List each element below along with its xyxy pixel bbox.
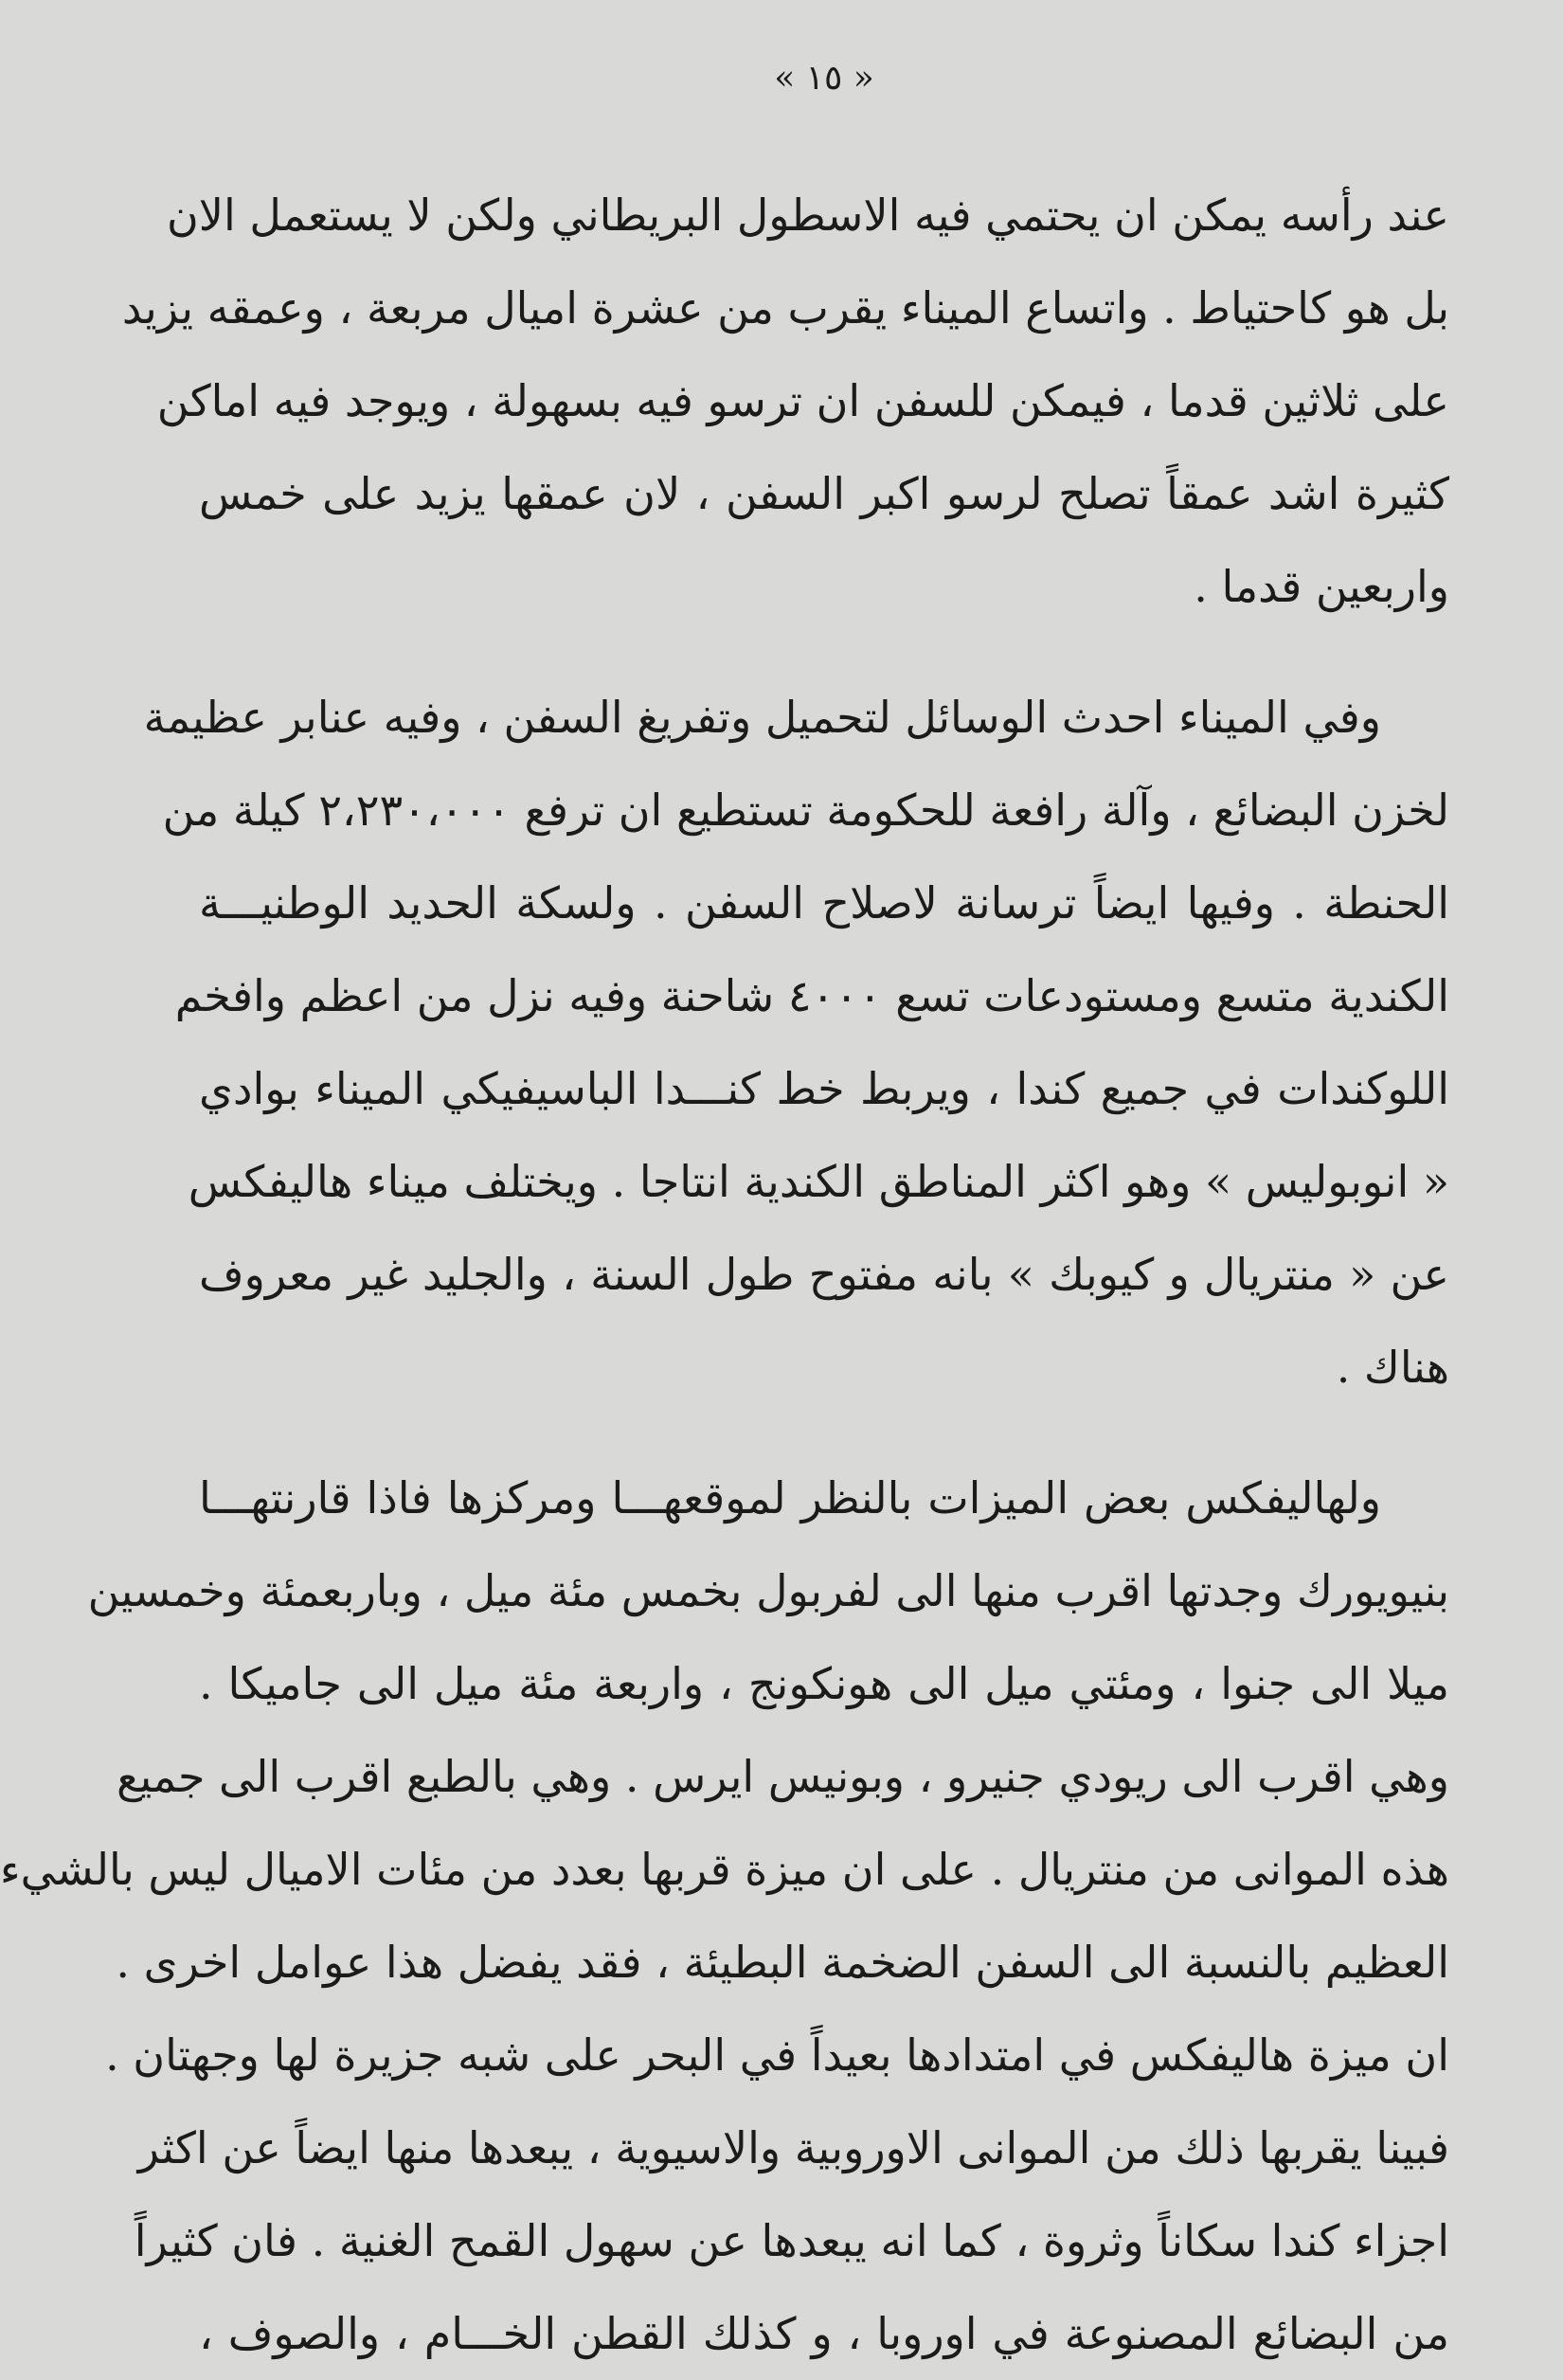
paragraph-3 xyxy=(0,1451,1449,2380)
text-line: بنيويورك وجدتها اقرب منها الى لفربول بخمس مئة ميل ، وباربعمئة وخمسين xyxy=(87,1565,1449,1616)
text-line: اجزاء كندا سكاناً وثروة ، كما انه يبعدها عن سهول القمح الغنية . فان كثيراً xyxy=(134,2215,1449,2266)
text-line: فبينا يقربها ذلك من الموانى الاوروبية والاسيوية ، يبعدها منها ايضاً عن اكثر xyxy=(137,2122,1449,2173)
text-line: ميلا الى جنوا ، ومئتي ميل الى هونكونج ، واربعة مئة ميل الى جاميكا . xyxy=(199,1658,1449,1709)
text-line: اللوكندات في جميع كندا ، ويربط خط كنـــدا الباسيفيكي الميناء بوادي xyxy=(199,1063,1449,1114)
text-line: العظيم بالنسبة الى السفن الضخمة البطيئة ، فقد يفضل هذا عوامل اخرى . xyxy=(116,1937,1449,1988)
text-line: الكندية متسع ومستودعات تسع ٤٠٠٠ شاحنة وفيه نزل من اعظم وافخم xyxy=(174,970,1449,1021)
text-line: على ثلاثين قدما ، فيمكن للسفن ان ترسو فيه بسهولة ، ويوجد فيه اماكن xyxy=(156,375,1449,426)
text-line: لخزن البضائع ، وآلة رافعة للحكومة تستطيع ان ترفع ٢،٢٣٠،٠٠٠ كيلة من xyxy=(162,784,1449,836)
text-line: هناك . xyxy=(1336,1342,1449,1393)
body-text xyxy=(0,169,1449,2380)
paragraph-2 xyxy=(143,671,1449,1414)
paragraph-1 xyxy=(121,169,1449,633)
text-line: كثيرة اشد عمقاً تصلح لرسو اكبر السفن ، لان عمقها يزيد على خمس xyxy=(199,468,1449,519)
text-line: ولهاليفكس بعض الميزات بالنظر لموقعهـــا ومركزها فاذا قارنتهـــا xyxy=(199,1472,1381,1524)
text-line: بل هو كاحتياط . واتساع الميناء يقرب من عشرة اميال مربعة ، وعمقه يزيد xyxy=(121,282,1449,334)
text-line: واربعين قدما . xyxy=(1194,561,1449,612)
text-line: من البضائع المصنوعة في اوروبا ، و كذلك القطن الخـــام ، والصوف ، xyxy=(199,2308,1449,2359)
paragraph-gap xyxy=(199,633,1449,671)
text-line: عند رأسه يمكن ان يحتمي فيه الاسطول البريطاني ولكن لا يستعمل الان xyxy=(167,189,1449,241)
text-line: عن « منتريال و كيوبك » بانه مفتوح طول السنة ، والجليد غير معروف xyxy=(199,1249,1449,1300)
text-line: هذه الموانى من منتريال . على ان ميزة قربها بعدد من مئات الاميال ليس بالشيء xyxy=(0,1844,1449,1895)
paragraph-gap xyxy=(199,1414,1449,1451)
text-line: « انوبوليس » وهو اكثر المناطق الكندية انتاجا . ويختلف ميناء هاليفكس xyxy=(188,1156,1449,1207)
text-line: الحنطة . وفيها ايضاً ترسانة لاصلاح السفن . ولسكة الحديد الوطنيـــة xyxy=(199,877,1449,929)
page-number: « ١٥ » xyxy=(774,59,874,98)
text-line: وهي اقرب الى ريودي جنيرو ، وبونيس ايرس . وهي بالطبع اقرب الى جميع xyxy=(117,1751,1449,1802)
text-line: وفي الميناء احدث الوسائل لتحميل وتفريغ السفن ، وفيه عنابر عظيمة xyxy=(143,692,1381,743)
text-line: ان ميزة هاليفكس في امتدادها بعيداً في البحر على شبه جزيرة لها وجهتان . xyxy=(105,2029,1449,2081)
